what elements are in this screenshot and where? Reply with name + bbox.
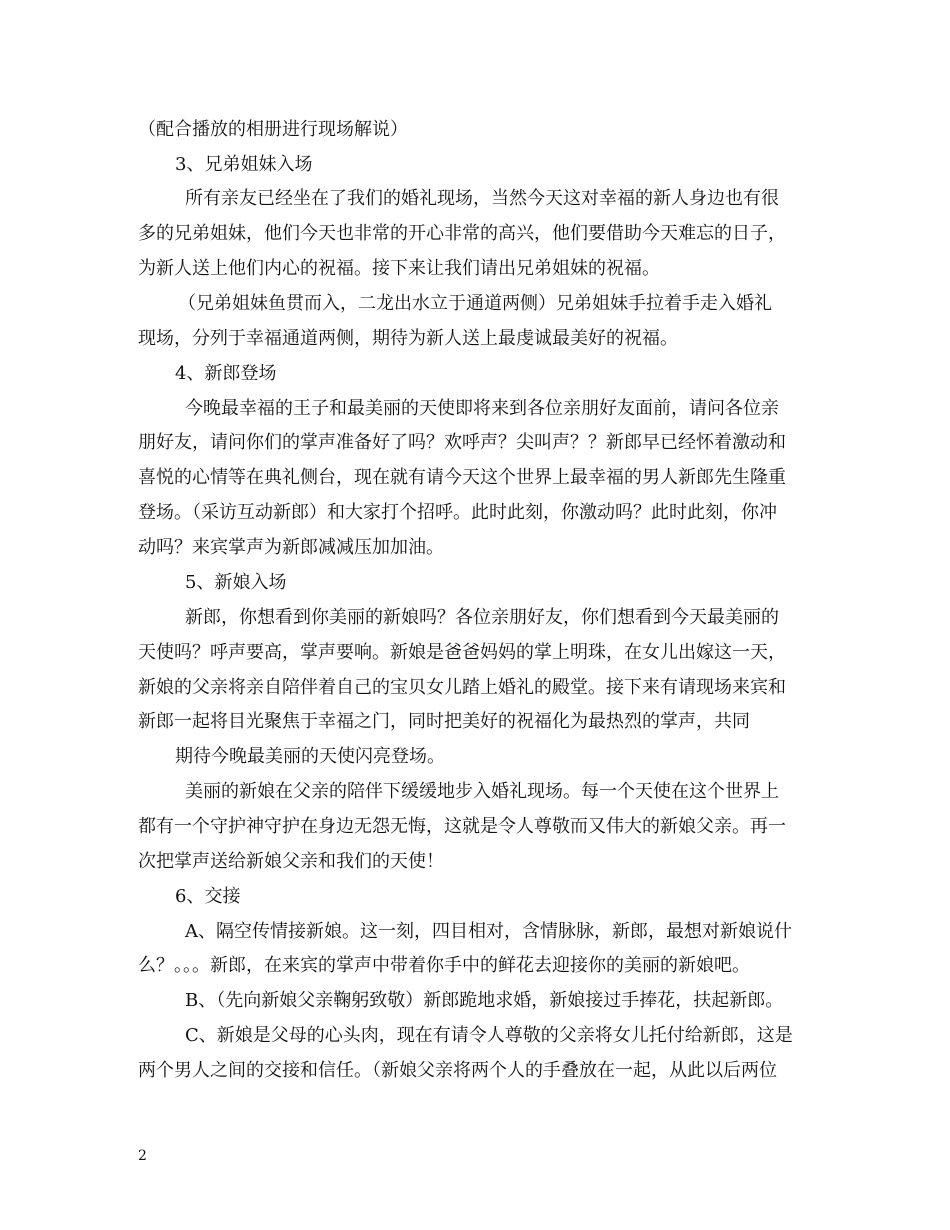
section-heading: 4、新郎登场 [175, 363, 277, 384]
section-heading: 6、交接 [175, 886, 241, 907]
text-line: 新郎，你想看到你美丽的新娘吗？各位亲朋好友，你们想看到今天最美丽的 [185, 607, 779, 628]
text-line: C、新娘是父母的心头肉，现在有请令人尊敬的父亲将女儿托付给新郎，这是 [185, 1025, 793, 1046]
text-line: 次把掌声送给新娘父亲和我们的天使！ [138, 851, 444, 872]
text-line: 喜悦的心情等在典礼侧台，现在就有请今天这个世界上最幸福的男人新郎先生隆重 [138, 467, 786, 488]
text-line: 两个男人之间的交接和信任。（新娘父亲将两个人的手叠放在一起，从此以后两位 [138, 1060, 777, 1081]
text-line: 今晚最幸福的王子和最美丽的天使即将来到各位亲朋好友面前，请问各位亲 [185, 398, 779, 419]
page-number: 2 [138, 1148, 147, 1164]
section-heading: 5、新娘入场 [185, 572, 287, 593]
text-line: （兄弟姐妹鱼贯而入，二龙出水立于通道两侧）兄弟姐妹手拉着手走入婚礼 [178, 293, 772, 314]
text-line: 新郎一起将目光聚焦于幸福之门，同时把美好的祝福化为最热烈的掌声，共同 [138, 711, 750, 732]
text-line: 新娘的父亲将亲自陪伴着自己的宝贝女儿踏上婚礼的殿堂。接下来有请现场来宾和 [138, 677, 786, 698]
text-line: 现场，分列于幸福通道两侧，期待为新人送上最虔诚最美好的祝福。 [138, 328, 678, 349]
text-line: 登场。（采访互动新郎）和大家打个招呼。此时此刻，你激动吗？此时此刻，你冲 [138, 502, 777, 523]
text-line: （配合播放的相册进行现场解说） [138, 119, 408, 140]
text-line: 都有一个守护神守护在身边无怨无悔，这就是令人尊敬而又伟大的新娘父亲。再一 [138, 816, 786, 837]
text-line: 期待今晚最美丽的天使闪亮登场。 [175, 746, 445, 767]
text-line: 么？。。。新郎，在来宾的掌声中带着你手中的鲜花去迎接你的美丽的新娘吧。 [138, 955, 750, 976]
text-line: 动吗？来宾掌声为新郎减减压加加油。 [138, 537, 444, 558]
text-line: 美丽的新娘在父亲的陪伴下缓缓地步入婚礼现场。每一个天使在这个世界上 [185, 781, 779, 802]
section-heading: 3、兄弟姐妹入场 [175, 154, 313, 175]
text-line: 朋好友，请问你们的掌声准备好了吗？欢呼声？尖叫声？？新郎早已经怀着激动和 [138, 432, 786, 453]
text-line: 天使吗？呼声要高，掌声要响。新娘是爸爸妈妈的掌上明珠，在女儿出嫁这一天， [138, 642, 786, 663]
text-line: 多的兄弟姐妹，他们今天也非常的开心非常的高兴，他们要借助今天难忘的日子， [138, 223, 786, 244]
text-line: 所有亲友已经坐在了我们的婚礼现场，当然今天这对幸福的新人身边也有很 [185, 188, 779, 209]
text-line: 为新人送上他们内心的祝福。接下来让我们请出兄弟姐妹的祝福。 [138, 258, 660, 279]
text-line: A、隔空传情接新娘。这一刻，四目相对，含情脉脉，新郎，最想对新娘说什 [185, 921, 792, 942]
text-line: B、（先向新娘父亲鞠躬致敬）新郎跪地求婚，新娘接过手捧花，扶起新郎。 [185, 990, 784, 1011]
